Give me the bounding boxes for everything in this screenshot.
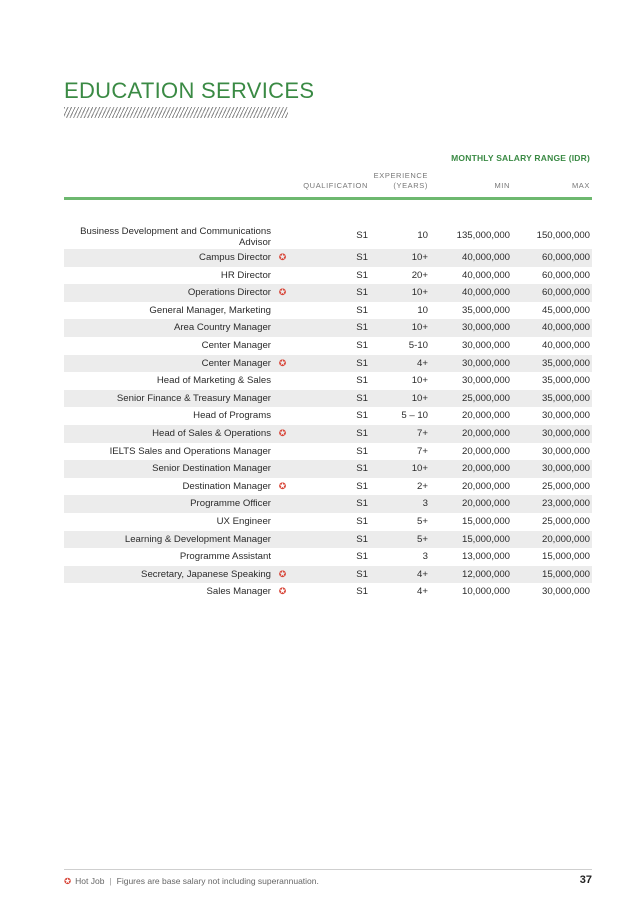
max-salary-cell: 25,000,000	[541, 515, 590, 527]
experience-cell: 10+	[411, 322, 428, 334]
title-hatch-decoration	[64, 107, 288, 118]
qualification-cell: S1	[356, 427, 368, 439]
min-salary-cell: 20,000,000	[461, 427, 510, 439]
table-row	[64, 302, 592, 320]
hot-job-icon: ✪	[278, 480, 287, 491]
max-salary-cell: 60,000,000	[541, 252, 590, 263]
table-row	[64, 531, 592, 549]
job-title: Head of Sales & Operations	[152, 427, 271, 439]
qualification-cell: S1	[356, 357, 368, 369]
table-row	[64, 407, 592, 425]
qualification-cell: S1	[356, 410, 368, 422]
job-title: Secretary, Japanese Speaking	[141, 568, 271, 580]
table-row	[64, 443, 592, 461]
max-salary-cell: 30,000,000	[541, 445, 590, 457]
experience-cell: 4+	[417, 357, 428, 369]
table-row	[64, 390, 592, 408]
table-row	[64, 548, 592, 566]
experience-cell: 3	[422, 498, 428, 510]
footer-separator: |	[109, 876, 112, 886]
min-salary-cell: 30,000,000	[461, 375, 510, 387]
job-title: Operations Director	[187, 287, 271, 299]
max-salary-cell: 35,000,000	[541, 375, 590, 387]
footer-legend	[64, 876, 319, 887]
experience-cell: 5+	[417, 533, 428, 545]
job-title: Campus Director	[199, 252, 271, 263]
hot-job-icon: ✪	[64, 876, 72, 886]
experience-cell: 10+	[411, 252, 428, 263]
min-salary-cell: 15,000,000	[461, 515, 510, 527]
job-title: Senior Destination Manager	[152, 463, 271, 475]
min-salary-cell: 40,000,000	[461, 269, 510, 281]
experience-cell: 4+	[417, 568, 428, 580]
job-title: HR Director	[220, 269, 271, 281]
experience-cell: 4+	[417, 586, 428, 598]
page-number: 37	[579, 874, 592, 886]
table-row	[64, 425, 592, 443]
experience-cell: 10+	[411, 287, 428, 299]
hot-job-icon: ✪	[278, 586, 287, 597]
max-salary-cell: 23,000,000	[541, 498, 590, 510]
table-row	[64, 337, 592, 355]
hot-job-icon: ✪	[278, 252, 287, 262]
hot-job-label: Hot Job	[75, 876, 105, 886]
max-salary-cell: 30,000,000	[541, 463, 590, 475]
job-title: Center Manager	[201, 357, 271, 369]
qualification-cell: S1	[356, 568, 368, 580]
max-salary-cell: 30,000,000	[541, 410, 590, 422]
job-title: Senior Finance & Treasury Manager	[116, 392, 271, 404]
experience-cell: 7+	[417, 445, 428, 457]
min-salary-cell: 25,000,000	[461, 392, 510, 404]
qualification-cell: S1	[356, 586, 368, 598]
min-salary-cell: 135,000,000	[456, 230, 510, 241]
footer-note: Figures are base salary not including superannuation.	[116, 876, 319, 886]
qualification-cell: S1	[356, 287, 368, 299]
salary-range-heading: MONTHLY SALARY RANGE (IDR)	[451, 153, 590, 163]
min-salary-cell: 30,000,000	[461, 322, 510, 334]
page-title: EDUCATION SERVICES	[64, 78, 315, 103]
qualification-cell: S1	[356, 515, 368, 527]
hot-job-icon: ✪	[278, 287, 287, 298]
min-salary-cell: 13,000,000	[461, 551, 510, 563]
experience-cell: 10+	[411, 392, 428, 404]
experience-cell: 7+	[417, 427, 428, 439]
job-title: Sales Manager	[206, 586, 271, 598]
job-title: UX Engineer	[216, 515, 271, 527]
column-header-experience: EXPERIENCE (YEARS)	[373, 171, 428, 190]
footer-rule	[64, 869, 592, 870]
experience-cell: 10	[417, 230, 428, 241]
job-title: General Manager, Marketing	[149, 304, 271, 316]
min-salary-cell: 12,000,000	[461, 568, 510, 580]
max-salary-cell: 35,000,000	[541, 357, 590, 369]
min-salary-cell: 40,000,000	[461, 252, 510, 263]
qualification-cell: S1	[356, 322, 368, 334]
min-salary-cell: 20,000,000	[461, 445, 510, 457]
header-rule	[64, 197, 592, 200]
max-salary-cell: 30,000,000	[541, 427, 590, 439]
max-salary-cell: 60,000,000	[541, 269, 590, 281]
experience-cell: 3	[422, 551, 428, 563]
max-salary-cell: 40,000,000	[541, 322, 590, 334]
max-salary-cell: 150,000,000	[536, 230, 590, 241]
qualification-cell: S1	[356, 252, 368, 263]
max-salary-cell: 30,000,000	[541, 586, 590, 598]
experience-cell: 5+	[417, 515, 428, 527]
experience-cell: 20+	[411, 269, 428, 281]
max-salary-cell: 20,000,000	[541, 533, 590, 545]
qualification-cell: S1	[356, 551, 368, 563]
column-header-qualification: QUALIFICATION	[303, 181, 368, 190]
qualification-cell: S1	[356, 498, 368, 510]
min-salary-cell: 20,000,000	[461, 480, 510, 492]
job-title: Business Development and Communications Advisor	[80, 226, 271, 248]
min-salary-cell: 20,000,000	[461, 410, 510, 422]
table-row	[64, 566, 592, 584]
experience-cell: 10+	[411, 463, 428, 475]
experience-cell: 5-10	[408, 339, 428, 351]
table-row	[64, 513, 592, 531]
hot-job-icon: ✪	[278, 568, 287, 579]
min-salary-cell: 15,000,000	[461, 533, 510, 545]
hot-job-icon: ✪	[278, 427, 287, 438]
qualification-cell: S1	[356, 463, 368, 475]
min-salary-cell: 20,000,000	[461, 498, 510, 510]
min-salary-cell: 30,000,000	[461, 339, 510, 351]
max-salary-cell: 45,000,000	[541, 304, 590, 316]
job-title: Destination Manager	[182, 480, 271, 492]
table-row	[64, 495, 592, 513]
experience-cell: 5 – 10	[401, 410, 428, 422]
column-header-max: MAX	[571, 181, 590, 190]
job-title: Programme Assistant	[179, 551, 271, 563]
table-row	[64, 267, 592, 285]
job-title: Center Manager	[201, 339, 271, 351]
min-salary-cell: 40,000,000	[461, 287, 510, 299]
table-row	[64, 372, 592, 390]
qualification-cell: S1	[356, 533, 368, 545]
max-salary-cell: 15,000,000	[541, 568, 590, 580]
min-salary-cell: 30,000,000	[461, 357, 510, 369]
salary-table	[64, 222, 592, 601]
table-row	[64, 478, 592, 496]
table-row	[64, 460, 592, 478]
job-title: IELTS Sales and Operations Manager	[109, 445, 271, 457]
table-row	[64, 249, 592, 267]
max-salary-cell: 15,000,000	[541, 551, 590, 563]
qualification-cell: S1	[356, 445, 368, 457]
min-salary-cell: 35,000,000	[461, 304, 510, 316]
job-title: Learning & Development Manager	[124, 533, 271, 545]
table-row	[64, 319, 592, 337]
job-title: Head of Programs	[193, 410, 271, 422]
experience-cell: 2+	[417, 480, 428, 492]
column-header-min: MIN	[494, 181, 510, 190]
max-salary-cell: 60,000,000	[541, 287, 590, 299]
hot-job-icon: ✪	[278, 357, 287, 368]
table-row	[64, 355, 592, 373]
qualification-cell: S1	[356, 339, 368, 351]
experience-cell: 10+	[411, 375, 428, 387]
qualification-cell: S1	[356, 269, 368, 281]
table-row	[64, 284, 592, 302]
qualification-cell: S1	[356, 480, 368, 492]
table-row	[64, 583, 592, 601]
max-salary-cell: 25,000,000	[541, 480, 590, 492]
min-salary-cell: 20,000,000	[461, 463, 510, 475]
max-salary-cell: 40,000,000	[541, 339, 590, 351]
qualification-cell: S1	[356, 304, 368, 316]
experience-cell: 10	[417, 304, 428, 316]
job-title: Programme Officer	[190, 498, 271, 510]
job-title: Head of Marketing & Sales	[156, 375, 271, 387]
job-title: Area Country Manager	[173, 322, 271, 334]
qualification-cell: S1	[356, 230, 368, 241]
table-row	[64, 222, 592, 249]
qualification-cell: S1	[356, 375, 368, 387]
max-salary-cell: 35,000,000	[541, 392, 590, 404]
min-salary-cell: 10,000,000	[461, 586, 510, 598]
qualification-cell: S1	[356, 392, 368, 404]
